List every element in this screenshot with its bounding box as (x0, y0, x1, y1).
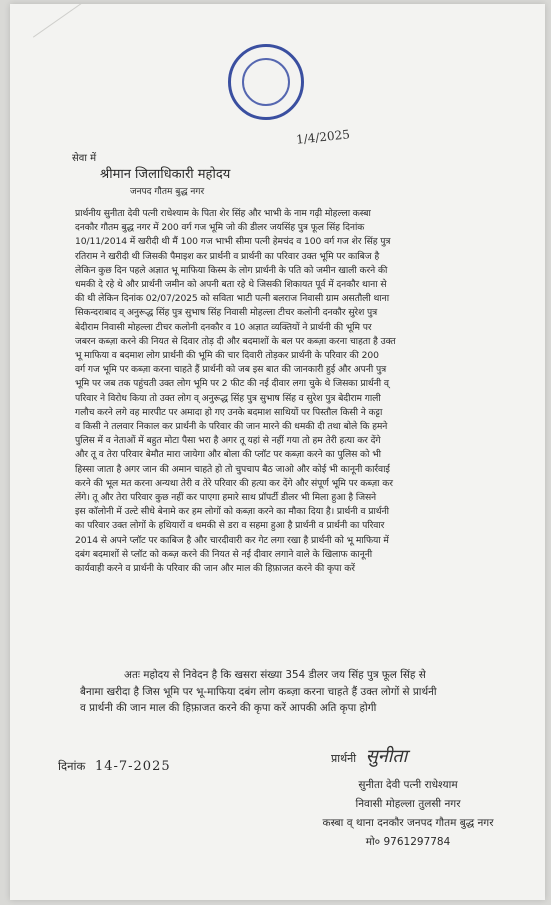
body-line: और तू व तेरा परिवार बेमौत मारा जायेगा और बोला की प्लॉट पर कब्ज़ा करने का पुलिस को भी (75, 449, 381, 461)
body-line: वर्ग गज भूमि पर कब्ज़ा करना चाहते हैं प्रार्थनी को जब इस बात की जानकारी हुई और अपनी पुत्र (75, 364, 387, 376)
body-line: पुलिस में व नेताओं में बहुत मोटा पैसा भरा है अगर तू यहां से नहीं गया तो हम तेरी हत्या कर देंगे (75, 435, 381, 447)
body-line: रतिराम ने खरीदी थी जिसकी पैमाइश कर प्रार्थनी व प्रार्थनी का परिवार उक्त भूमि पर काबिज है (75, 250, 380, 262)
letter-page (10, 4, 545, 900)
body-line: भूमि पर जब तक पहुंचती उक्त लोग भूमि पर 2 फीट की नई दीवार लगा चुके थे जिसका प्रार्थनी व् (75, 378, 389, 390)
date-row (58, 759, 171, 774)
body-line: लेकिन कुछ दिन पहले अज्ञात भू माफिया किस्म के लोग प्रार्थनी के पति को जमीन खाली करने की (75, 264, 388, 276)
request-line: बैनामा खरीदा है जिस भूमि पर भू-माफिया दबंग लोग कब्ज़ा करना चाहते हैं उक्त लोगों से प्रार्थनी (80, 685, 437, 698)
signature-row (331, 744, 407, 768)
request-line: अतः महोदय से निवेदन है कि खसरा संख्या 354 डीलर जय सिंह पुत्र फूल सिंह से (124, 669, 426, 681)
addressee-title: श्रीमान जिलाधिकारी महोदय (100, 167, 231, 182)
addressee-district: जनपद गौतम बुद्ध नगर (130, 187, 205, 197)
body-line: इस कॉलोनी में उल्टे सीधे बेनामे कर हम लोगों को कब्ज़ा करने का मौका दिया है। प्रार्थनी व प्रार्थनी (75, 506, 389, 518)
body-line: का परिवार उक्त लोगों के हथियारों व धमकी से डरा व सहमा हुआ है प्रार्थनी व प्रार्थनी का परिवार (75, 520, 385, 532)
date-label: दिनांक (58, 759, 86, 773)
page-fold-mark (10, 4, 83, 38)
body-line: जबरन कब्ज़ा करने की नियत से दिवार तोड़ दी और बदमाशों के बल पर कब्ज़ा करना चाहता है उक्त (75, 335, 396, 347)
request-line: व प्रार्थनी की जान माल की हिफ़ाजत करने की कृपा करें आपकी अति कृपा होगी (80, 702, 377, 714)
body-line: परिवार ने विरोध किया तो उक्त लोग व् अनुरूद्ध सिंह पुत्र सुभाष सिंह व सुरेश पुत्र बेदीराम गाली (75, 392, 381, 404)
body-line: व किसी ने तलवार निकाल कर प्रार्थनी के परिवार की जान मारने की धमकी दी तथा बोले कि हमने (75, 421, 388, 433)
body-line: लेंगे। तू और तेरा परिवार कुछ नहीं कर पाएगा हमारे साथ प्रॉपर्टी डीलर भी मिला हुआ है जिसने (75, 492, 377, 504)
letter-body (75, 207, 540, 576)
date-value: 14-7-2025 (94, 759, 171, 774)
body-line: प्रार्थनीय सुनीता देवी पत्नी राधेश्याम के पिता शेर सिंह और भाभी के नाम गढ़ी मोहल्ला कस्बा (75, 208, 371, 219)
sender-locality: निवासी मोहल्ला तुलसी नगर (355, 798, 461, 810)
body-line: गलौच करने लगे वह मारपीट पर अमादा हो गए उनके बदमाश साथियों पर पिस्तौल किसी ने कट्टा (75, 406, 383, 418)
body-line: हिस्सा जाता है अगर जान की अमान चाहते हो तो चुपचाप बैठ जाओ और कोई भी कानूनी कार्रवाई (75, 463, 390, 475)
body-line: बेदीराम निवासी मोहल्ला टीचर कलोनी दनकौर व 10 अज्ञात व्यक्तियों ने प्रार्थनी की भूमि पर (75, 321, 372, 333)
body-line: 2014 से अपने प्लॉट पर काबिज है और चारदीवारी कर गेट लगा रखा है प्रार्थनी को भू माफिया में (75, 534, 389, 546)
stamp-date: 1/4/2025 (295, 127, 351, 147)
body-line: दबंग बदमाशों से प्लॉट को कब्ज़ करने की नियत से नई दीवार लगाने वाले के खिलाफ कानूनी (75, 548, 373, 560)
body-line: की थी लेकिन दिनांक 02/07/2025 को सविता भाटी पत्नी बलराज निवासी ग्राम असतौली थाना (75, 293, 390, 305)
body-line: 10/11/2014 में खरीदी थी मैं 100 गज भाभी सीमा पत्नी हेमचंद व 100 वर्ग गज शेर सिंह पुत्र (75, 236, 391, 248)
sender-phone: मो० 9761297784 (365, 836, 451, 848)
salutation: सेवा में (72, 153, 97, 164)
request-paragraph (80, 667, 540, 717)
sender-name: सुनीता देवी पत्नी राधेश्याम (358, 779, 458, 791)
body-line: सिकन्दराबाद व् अनुरूद्ध सिंह पुत्र सुभाष सिंह निवासी मोहल्ला टीचर कलोनी दनकौर सुरेश पुत्र (75, 307, 378, 319)
body-line: भू माफिया व बदमाश लोग प्रार्थनी की भूमि की चार दिवारी तोड़कर प्रार्थनी के परिवार की 200 (75, 350, 379, 362)
sender-district: कस्बा व् थाना दनकौर जनपद गौतम बुद्ध नगर (322, 817, 494, 829)
office-stamp (228, 44, 304, 120)
body-line: करने की भूल मत करना अन्यथा तेरी व तेरे परिवार की हत्या कर देंगे और संपूर्ण भूमि पर कब्ज़ा कर (75, 477, 393, 489)
stamp-center (242, 58, 290, 106)
signature-label: प्रार्थनी (331, 752, 357, 765)
body-line: धमकी दे रहे थे और प्रार्थनी जमीन को अपनी बता रहे थे जिसकी शिकायत पूर्व में दनकौर थाना से (75, 279, 387, 291)
sender-block (308, 776, 508, 852)
signature: सुनीता (365, 746, 408, 767)
body-line: कार्यवाही करने व प्रार्थनी के परिवार की जान और माल की हिफ़ाजत करने की कृपा करें (75, 563, 355, 575)
body-line: दनकौर गौतम बुद्ध नगर में 200 वर्ग गज भूमि जो की डीलर जयसिंह पुत्र फूल सिंह दिनांक (75, 222, 365, 234)
